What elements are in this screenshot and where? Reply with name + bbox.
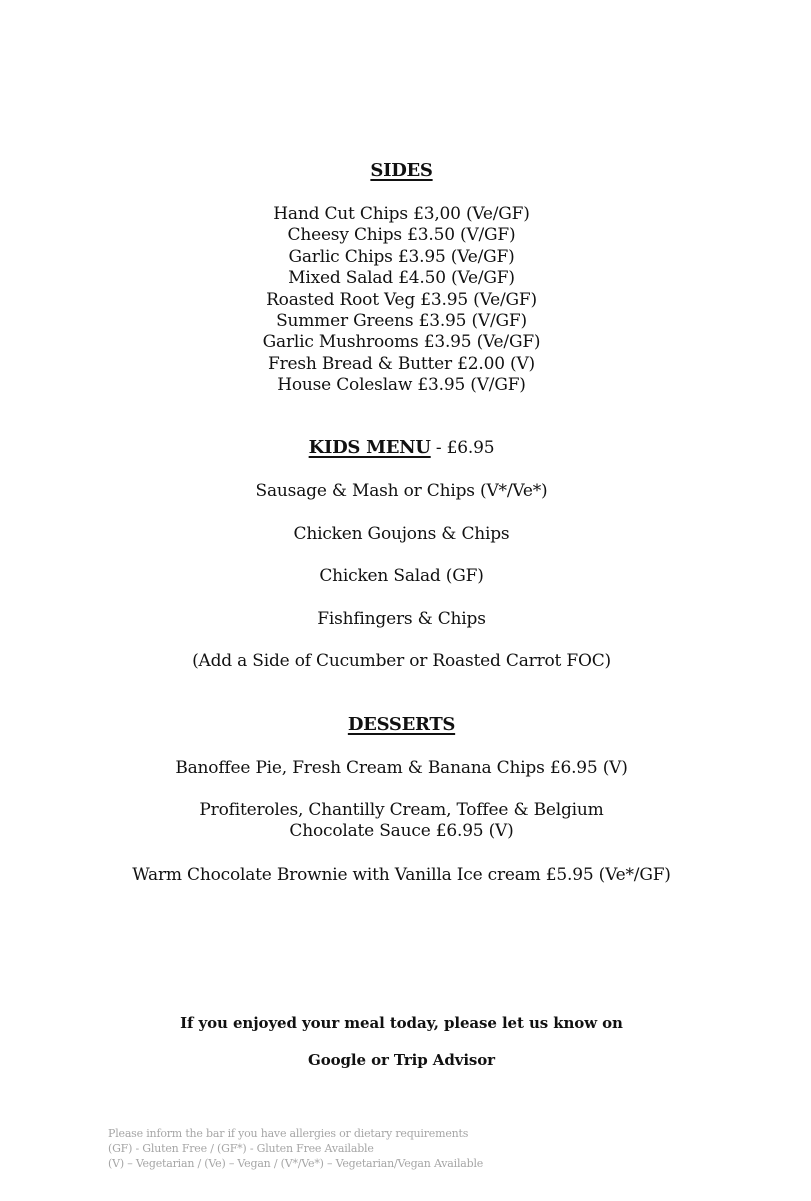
sides-item: House Coleslaw £3.95 (V/GF): [277, 375, 526, 396]
sides-list: [0, 204, 803, 397]
allergen-footer-line: (GF) - Gluten Free / (GF*) - Gluten Free Available: [108, 1142, 374, 1155]
kids-menu-heading: KIDS MENU: [308, 437, 431, 458]
kids-menu-note: (Add a Side of Cucumber or Roasted Carrot FOC): [192, 651, 611, 671]
kids-menu-item: Sausage & Mash or Chips (V*/Ve*): [255, 481, 548, 501]
sides-item: Roasted Root Veg £3.95 (Ve/GF): [266, 289, 537, 310]
allergen-footer: [108, 1126, 483, 1171]
dessert-item-line: Chocolate Sauce £6.95 (V): [289, 821, 514, 842]
allergen-footer-line: Please inform the bar if you have allergies or dietary requirements: [108, 1127, 469, 1140]
kids-menu-item: Fishfingers & Chips: [317, 609, 486, 629]
review-note-line-2: Google or Trip Advisor: [308, 1051, 495, 1069]
kids-menu-item: Chicken Salad (GF): [319, 566, 484, 586]
sides-item: Mixed Salad £4.50 (Ve/GF): [288, 268, 515, 289]
kids-menu-item: Chicken Goujons & Chips: [293, 524, 510, 544]
sides-item: Garlic Chips £3.95 (Ve/GF): [288, 246, 515, 267]
sides-item: Fresh Bread & Butter £2.00 (V): [267, 353, 535, 374]
sides-item: Summer Greens £3.95 (V/GF): [276, 311, 527, 332]
dessert-item: Warm Chocolate Brownie with Vanilla Ice cream £5.95 (Ve*/GF): [132, 865, 671, 885]
sides-item: Hand Cut Chips £3,00 (Ve/GF): [273, 204, 530, 224]
kids-menu-price: - £6.95: [430, 438, 495, 458]
sides-item: Garlic Mushrooms £3.95 (Ve/GF): [262, 332, 541, 353]
review-note-line-1: If you enjoyed your meal today, please let us know on: [180, 1014, 623, 1032]
kids-menu-heading-row: [0, 437, 803, 459]
allergen-footer-line: (V) – Vegetarian / (Ve) – Vegan / (V*/Ve*) – Vegetarian/Vegan Available: [108, 1157, 484, 1170]
sides-heading: SIDES: [370, 160, 433, 181]
desserts-heading: DESSERTS: [347, 714, 456, 735]
dessert-item: Banoffee Pie, Fresh Cream & Banana Chips £6.95 (V): [175, 758, 628, 778]
sides-item: Cheesy Chips £3.50 (V/GF): [287, 225, 516, 246]
dessert-item-line: Profiteroles, Chantilly Cream, Toffee & Belgium: [199, 800, 604, 820]
dessert-item: [0, 800, 803, 843]
